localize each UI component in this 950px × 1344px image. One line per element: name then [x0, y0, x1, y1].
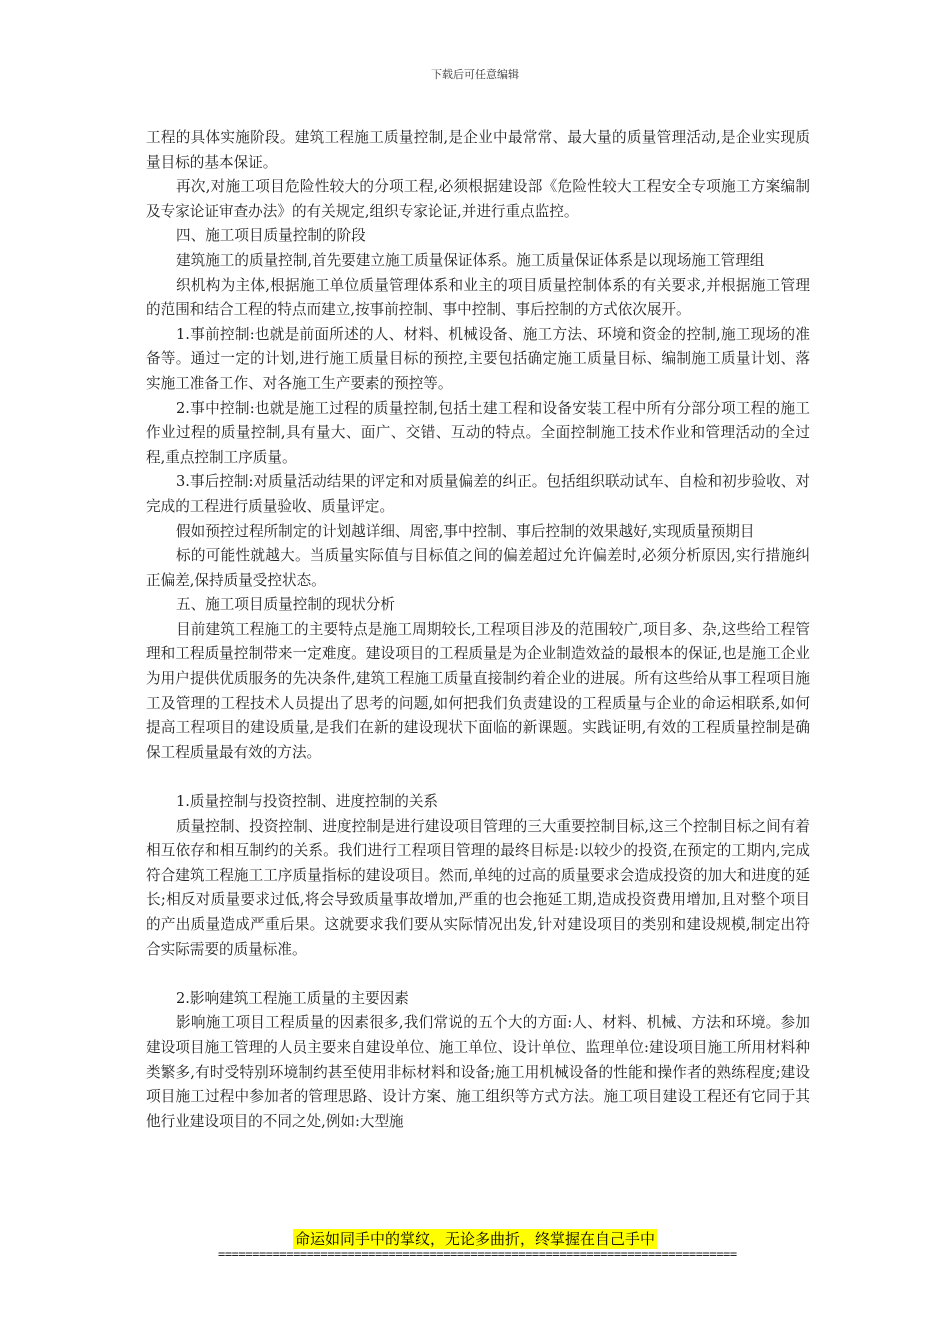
paragraph: 质量控制、投资控制、进度控制是进行建设项目管理的三大重要控制目标,这三个控制目标之间有着相互依存和相互制约的关系。我们进行工程项目管理的最终目标是:以较少的投资,在预定的工期内,完成符合建筑工程施工工序质量指标的建设项目。然而,单纯的过高的质量要求会造成投资的加大和进度的延长;相反对质量要求过低,将会导致质量事故增加,严重的也会拖延工期,造成投资费用增加,且对整个项目的产出质量造成严重后果。这就要求我们要从实际情况出发,针对建设项目的类别和建设规模,制定出符合实际需要的质量标准。 — [146, 817, 810, 958]
paragraph: 假如预控过程所制定的计划越详细、周密,事中控制、事后控制的效果越好,实现质量预期目 — [176, 522, 755, 540]
paragraph: 工程的具体实施阶段。建筑工程施工质量控制,是企业中最常常、最大量的质量管理活动,是企业实现质量目标的基本保证。 — [146, 129, 810, 171]
paragraph: 2.影响建筑工程施工质量的主要因素 — [176, 989, 409, 1007]
footer-divider: ============================================================================ — [218, 1248, 737, 1260]
document-body — [146, 126, 810, 1134]
footer-banner-text: 命运如同手中的掌纹，无论多曲折，终掌握在自己手中 — [294, 1230, 655, 1248]
paragraph: 织机构为主体,根据施工单位质量管理体系和业主的项目质量控制体系的有关要求,并根据施工管理的范围和结合工程的特点而建立,按事前控制、事中控制、事后控制的方式依次展开。 — [146, 276, 810, 319]
footer-banner — [0, 1228, 950, 1249]
paragraph: 四、施工项目质量控制的阶段 — [176, 227, 366, 245]
paragraph: 标的可能性就越大。当质量实际值与目标值之间的偏差超过允许偏差时,必须分析原因,实行措施纠正偏差,保持质量受控状态。 — [146, 547, 810, 589]
paragraph: 再次,对施工项目危险性较大的分项工程,必须根据建设部《危险性较大工程安全专项施工方案编制及专家论证审查办法》的有关规定,组织专家论证,并进行重点监控。 — [146, 178, 810, 220]
page-header: 下载后可任意编辑 — [431, 68, 519, 81]
paragraph: 2.事中控制:也就是施工过程的质量控制,包括土建工程和设备安装工程中所有分部分项工程的施工作业过程的质量控制,具有量大、面广、交错、互动的特点。全面控制施工技术作业和管理活动的全过程,重点控制工序质量。 — [146, 399, 810, 466]
paragraph: 1.事前控制:也就是前面所述的人、材料、机械设备、施工方法、环境和资金的控制,施工现场的准备等。通过一定的计划,进行施工质量目标的预控,主要包括确定施工质量目标、编制施工质量计划、落实施工准备工作、对各施工生产要素的预控等。 — [146, 325, 810, 392]
paragraph: 五、施工项目质量控制的现状分析 — [176, 596, 395, 614]
paragraph: 3.事后控制:对质量活动结果的评定和对质量偏差的纠正。包括组织联动试车、自检和初步验收、对完成的工程进行质量验收、质量评定。 — [146, 473, 810, 515]
paragraph: 影响施工项目工程质量的因素很多,我们常说的五个大的方面:人、材料、机械、方法和环境。参加建设项目施工管理的人员主要来自建设单位、施工单位、设计单位、监理单位:建设项目施工所用材料种类繁多,有时受特别环境制约甚至使用非标材料和设备;施工用机械设备的性能和操作者的熟练程度;建设项目施工过程中参加者的管理思路、设计方案、施工组织等方式方法。施工项目建设工程还有它同于其他行业建设项目的不同之处,例如:大型施 — [146, 1014, 810, 1130]
paragraph: 建筑施工的质量控制,首先要建立施工质量保证体系。施工质量保证体系是以现场施工管理组 — [176, 251, 765, 269]
paragraph: 1.质量控制与投资控制、进度控制的关系 — [176, 793, 439, 811]
paragraph: 目前建筑工程施工的主要特点是施工周期较长,工程项目涉及的范围较广,项目多、杂,这些给工程管理和工程质量控制带来一定难度。建设项目的工程质量是为企业制造效益的最根本的保证,也是施工企业为用户提供优质服务的先决条件,建筑工程施工质量直接制约着企业的进展。所有这些给从事工程项目施工及管理的工程技术人员提出了思考的问题,如何把我们负责建设的工程质量与企业的命运相联系,如何提高工程项目的建设质量,是我们在新的建设现状下面临的新课题。实践证明,有效的工程质量控制是确保工程质量最有效的方法。 — [146, 620, 810, 761]
